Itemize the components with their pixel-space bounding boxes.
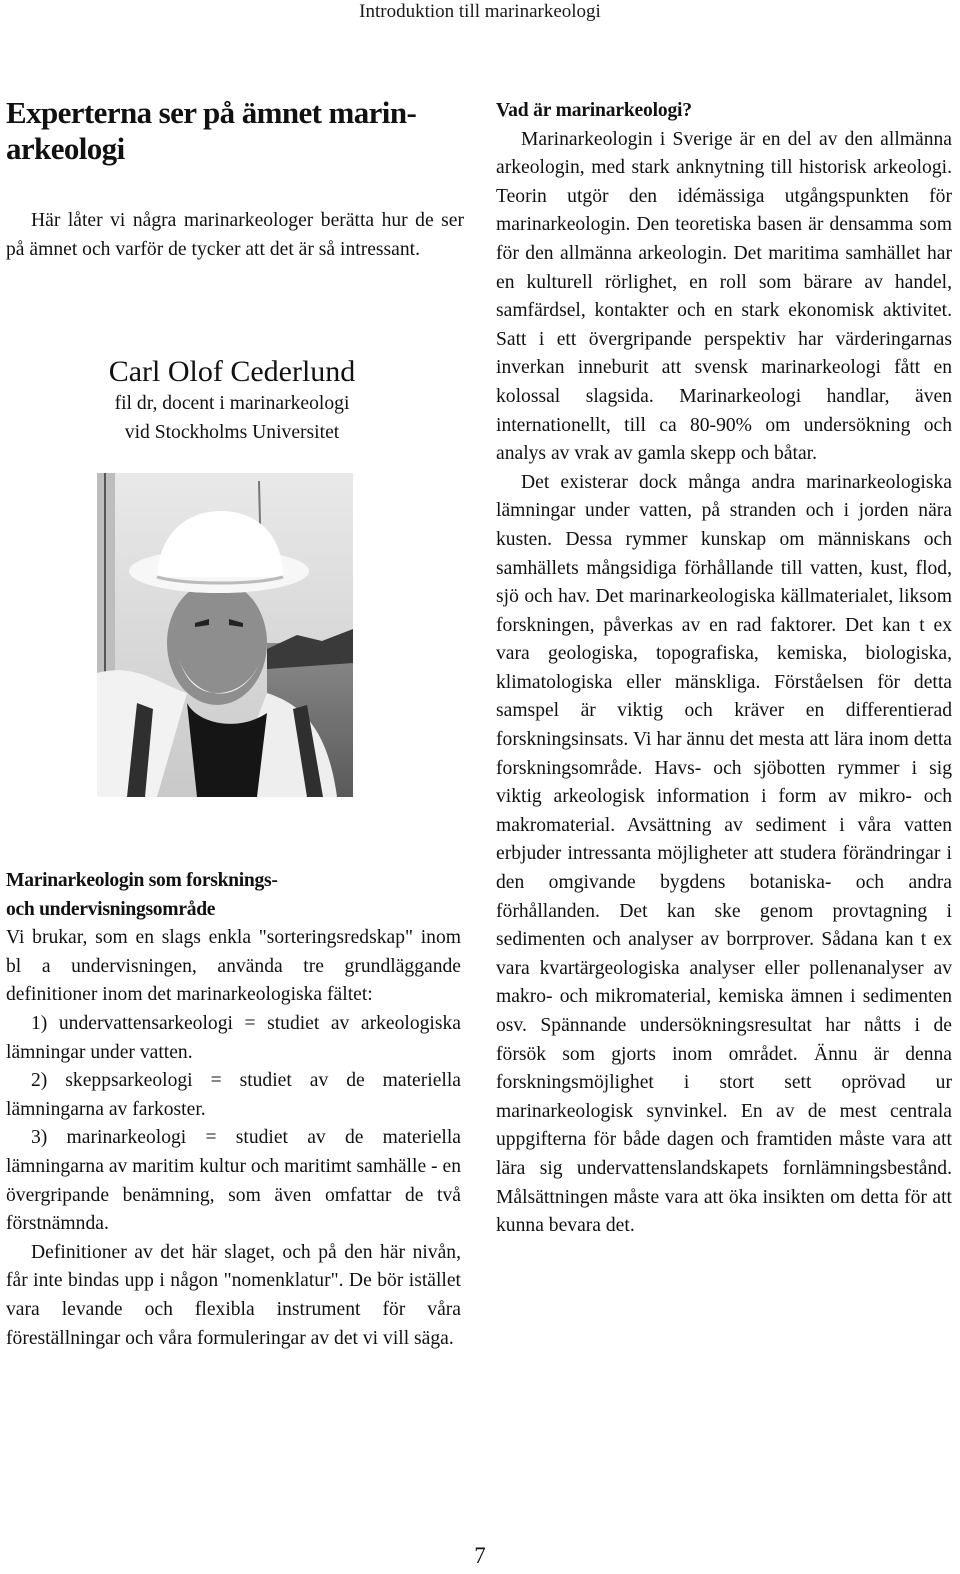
author-title-line1: fil dr, docent i marinarkeologi (114, 393, 350, 414)
page-number: 7 (474, 1543, 486, 1568)
left-section (6, 867, 461, 1353)
article-title: Experterna ser på ämnet marin-arkeologi (6, 95, 417, 166)
left-paragraph: Definitioner av det här slaget, och på den här nivån, får inte bindas upp i någon "nomenklatur". De bör istället vara levande och flexibla instrument för våra föreställningar och våra formuleringar av det vi vill säga. (6, 1241, 461, 1349)
definition-item: 2) skeppsarkeologi = studiet av de materiella lämningarna av farkoster. (6, 1070, 461, 1120)
definition-item: 3) marinarkeologi = studiet av de materiella lämningarna av maritim kultur och maritimt samhälle - en övergripande benämning, som även omfattar de två förstnämnda. (6, 1127, 461, 1235)
author-name: Carl Olof Cederlund (108, 355, 356, 388)
author-portrait-photo (97, 473, 353, 797)
right-column (496, 97, 952, 1241)
article-intro: Här låter vi några marinarkeologer berätta hur de ser på ämnet och varför de tycker att det är så intressant. (6, 210, 464, 260)
left-column (6, 95, 464, 264)
section-heading-line1: Marinarkeologin som forsknings- (6, 870, 278, 891)
section-heading: Vad är marinarkeologi? (496, 100, 692, 121)
portrait-photo-icon (97, 473, 353, 797)
right-paragraph: Marinarkeologin i Sverige är en del av den allmänna arkeologin, med stark anknytning till historisk arkeologi. Teorin utgör den idémässiga utgångspunkten för marinarkeologin. Den teoretiska basen är densamma som för den allmänna arkeologin. Det maritima samhället har en kulturell rörlighet, en roll som bärare av handel, samfärdsel, kontakter och en stark ekonomisk aktivitet. Satt i ett övergripande perspektiv har värderingarnas inverkan inneburit att svensk marinarkeologi fått en kolossal slagsida. Marinarkeologi handlar, även internationellt, till ca 80-90% om undersökning och analys av vrak av gamla skepp och båtar. (496, 128, 952, 465)
byline (0, 354, 464, 447)
running-header: Introduktion till marinarkeologi (359, 1, 601, 22)
author-title-line2: vid Stockholms Universitet (124, 421, 340, 443)
section-heading-line2: och undervisningsområde (6, 898, 216, 920)
left-paragraph: Vi brukar, som en slags enkla "sorteringsredskap" inom bl a undervisningen, använda tre grundläggande definitioner inom det marinarkeologiska fältet: (6, 927, 461, 1006)
right-paragraph: Det existerar dock många andra marinarkeologiska lämningar under vatten, på stranden och i jorden nära kusten. Dessa rymmer kunskap om människans och samhällets mångsidiga förhållande till vatten, kust, flod, sjö och hav. Det marinarkeologiska källmaterialet, liksom forskningen, påverkas av en rad faktorer. Det kan t ex vara geologiska, topografiska, kemiska, biologiska, klimatologiska eller mänskliga. Förståelsen för detta samspel är viktig och kräver en differentierad forskningsinsats. Vi har ännu det mesta att lära inom detta forskningsområde. Havs- och sjöbotten rymmer i sig viktig arkeologisk information i form av mikro- och makromaterial. Avsättning av sediment i våra vatten erbjuder intressanta möjligheter att studera förändringar i den omgivande bygdens botaniska- och andra förhållanden. Det kan ske genom provtagning i sedimenten och analyser av borrprover. Sådana kan t ex vara kvartärgeologiska analyser eller pollenanalyser av makro- och mikromaterial, kemiska ämnen i sedimenten osv. Spännande undersökningsresultat har nåtts i de försök som gjorts inom området. Ännu är denna forskningsmöjlighet i stort sett oprövad ur marinarkeologisk synvinkel. En av de mest centrala uppgifterna för både dagen och framtiden måste vara att lära sig undervattenslandskapets fornlämningsbestånd. Målsättningen måste vara att öka insikten om detta för att kunna bevara det. (496, 471, 952, 1237)
definition-item: 1) undervattensarkeologi = studiet av arkeologiska lämningar under vatten. (6, 1012, 461, 1063)
